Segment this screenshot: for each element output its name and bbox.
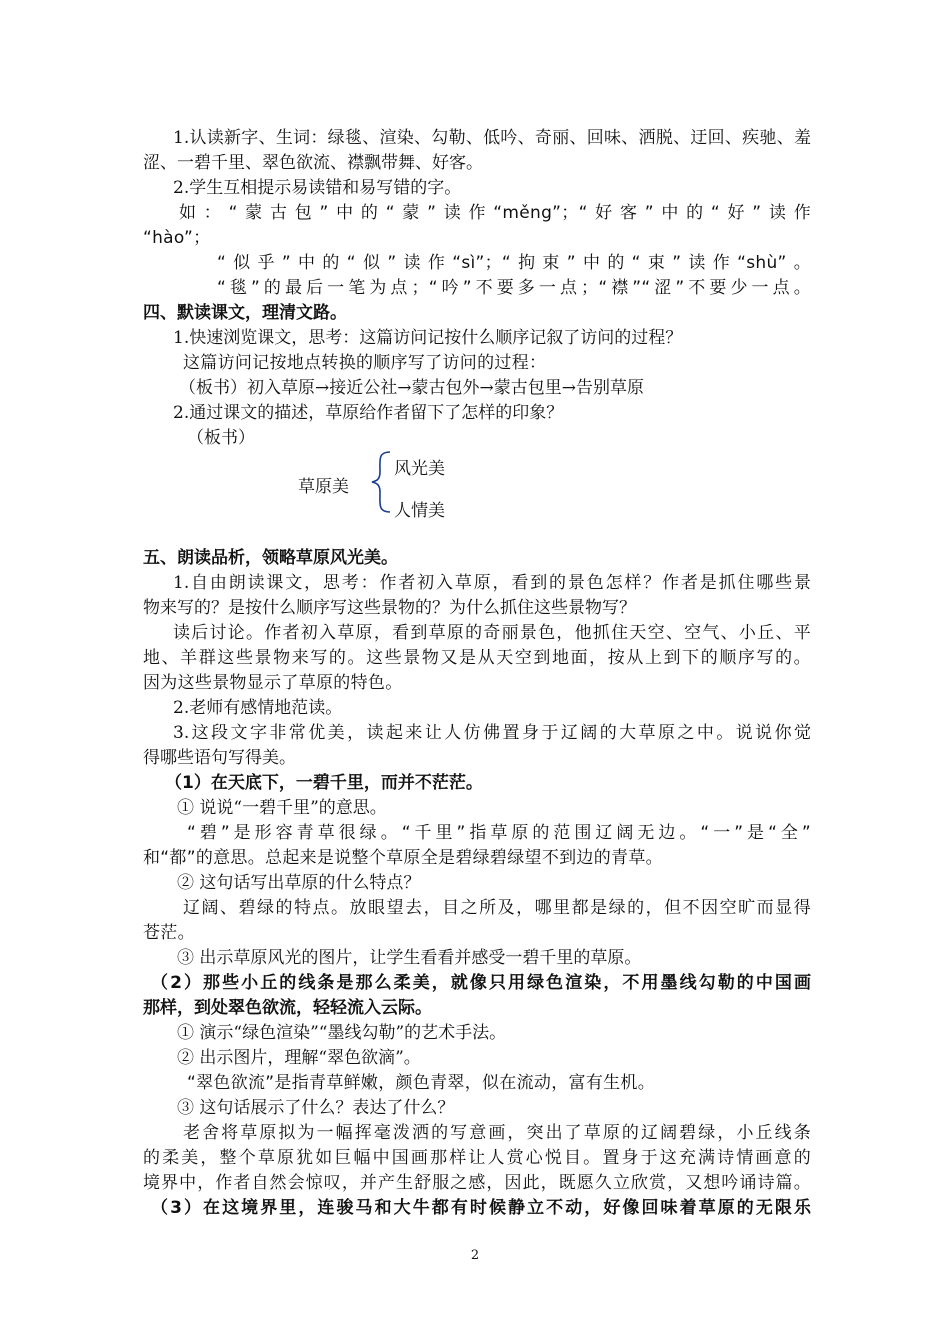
text-line: 2.通过课文的描述，草原给作者留下了怎样的印象？ [173, 403, 564, 423]
text-line: （板书）初入草原→接近公社→蒙古包外→蒙古包里→告别草原 [179, 378, 644, 398]
text-line: 物来写的？是按什么顺序写这些景物的？为什么抓住这些景物写？ [143, 598, 636, 618]
text-line: 因为这些景物显示了草原的特色。 [143, 673, 403, 693]
text-line: “hào”； [143, 228, 211, 248]
text-line: “毯”的最后一笔为点；“吟”不要多一点；“襟”“涩”不要少一点。 [217, 278, 811, 298]
text-line: 地、羊群这些景物来写的。这些景物又是从天空到地面，按从上到下的顺序写的。 [143, 648, 811, 668]
text-line: 如：“蒙古包”中的“蒙”读作“měng”；“好客”中的“好”读作 [179, 203, 811, 223]
text-line: 境界中，作者自然会惊叹，并产生舒服之感，因此，既愿久立欣赏，又想吟诵诗篇。 [143, 1173, 811, 1193]
text-line: 苍茫。 [143, 923, 195, 943]
text-line: 1.快速浏览课文，思考：这篇访问记按什么顺序记叙了访问的过程？ [173, 328, 683, 348]
text-line: 涩、一碧千里、翠色欲流、襟飘带舞、好客。 [143, 153, 483, 173]
text-line: 1.认读新字、生词：绿毯、渲染、勾勒、低吟、奇丽、回味、洒脱、迂回、疾驰、羞 [173, 128, 811, 148]
subheading: 那样，到处翠色欲流，轻轻流入云际。 [143, 998, 432, 1018]
section-heading: 五、朗读品析，领略草原风光美。 [143, 548, 398, 568]
text-line: 2.老师有感情地范读。 [173, 698, 343, 718]
brace-icon [370, 450, 392, 514]
text-line: “碧”是形容青草很绿。“千里”指草原的范围辽阔无边。“一”是“全” [187, 823, 811, 843]
page-number: 2 [470, 1248, 480, 1263]
text-line: ③ 这句话展示了什么？表达了什么？ [177, 1098, 455, 1118]
text-line: 读后讨论。作者初入草原，看到草原的奇丽景色，他抓住天空、空气、小丘、平 [173, 623, 811, 643]
text-line: 2.学生互相提示易读错和易写错的字。 [173, 178, 462, 198]
subheading: （1）在天底下，一碧千里，而并不茫茫。 [165, 773, 483, 793]
section-heading: 四、默读课文，理清文路。 [143, 303, 347, 323]
text-line: 得哪些语句写得美。 [143, 748, 296, 768]
subheading: （2）那些小丘的线条是那么柔美，就像只用绿色渲染，不用墨线勾勒的中国画 [151, 973, 811, 993]
diagram-branch-top: 风光美 [394, 459, 445, 479]
text-line: ③ 出示草原风光的图片，让学生看看并感受一碧千里的草原。 [177, 948, 642, 968]
text-line: 1.自由朗读课文，思考：作者初入草原，看到的景色怎样？作者是抓住哪些景 [173, 573, 811, 593]
text-line: ② 这句话写出草原的什么特点？ [177, 873, 421, 893]
text-line: ② 出示图片，理解“翠色欲滴”。 [177, 1048, 421, 1068]
text-line: 的柔美，整个草原犹如巨幅中国画那样让人赏心悦目。置身于这充满诗情画意的 [143, 1148, 811, 1168]
text-line: 和“都”的意思。总起来是说整个草原全是碧绿碧绿望不到边的青草。 [143, 848, 663, 868]
text-line: “翠色欲流”是指青草鲜嫩，颜色青翠，似在流动，富有生机。 [187, 1073, 656, 1093]
text-line: 辽阔、碧绿的特点。放眼望去，目之所及，哪里都是绿的，但不因空旷而显得 [183, 898, 811, 918]
impression-diagram [298, 446, 498, 521]
subheading: （3）在这境界里，连骏马和大牛都有时候静立不动，好像回味着草原的无限乐 [151, 1198, 811, 1218]
text-line: 这篇访问记按地点转换的顺序写了访问的过程： [183, 353, 547, 373]
text-line: 老舍将草原拟为一幅挥毫泼洒的写意画，突出了草原的辽阔碧绿，小丘线条 [183, 1123, 811, 1143]
text-line: 3.这段文字非常优美，读起来让人仿佛置身于辽阔的大草原之中。说说你觉 [173, 723, 811, 743]
diagram-root: 草原美 [298, 477, 349, 497]
text-line: ① 说说“一碧千里”的意思。 [177, 798, 387, 818]
text-line: “似乎”中的“似”读作“sì”；“拘束”中的“束”读作“shù”。 [217, 253, 811, 273]
diagram-branch-bottom: 人情美 [394, 501, 445, 521]
text-line: （板书） [187, 428, 255, 448]
text-line: ① 演示“绿色渲染”“墨线勾勒”的艺术手法。 [177, 1023, 507, 1043]
